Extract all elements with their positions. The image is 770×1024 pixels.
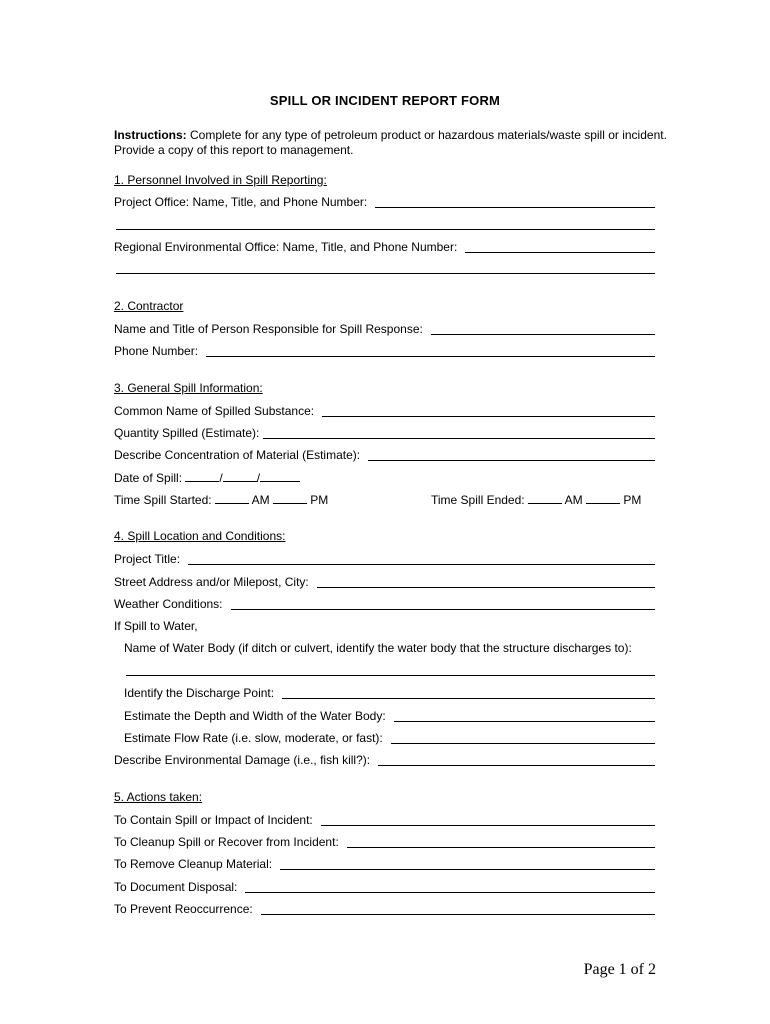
responsible-person-row	[114, 320, 655, 336]
date-label: Date of Spill:	[114, 471, 183, 485]
flow-rate-label: Estimate Flow Rate (i.e. slow, moderate, or fast):	[124, 731, 383, 745]
if-spill-to-water: If Spill to Water,	[114, 619, 198, 633]
quantity-field[interactable]	[263, 427, 655, 439]
regional-office-row	[114, 238, 655, 254]
remove-field[interactable]	[280, 858, 655, 870]
date-separator-1: /	[219, 471, 223, 485]
instructions	[114, 128, 674, 158]
section-2-heading: 2. Contractor	[114, 299, 184, 313]
project-office-label: Project Office: Name, Title, and Phone Number:	[114, 195, 368, 209]
quantity-label: Quantity Spilled (Estimate):	[114, 426, 260, 440]
water-body-field[interactable]	[126, 675, 655, 676]
section-4-heading: 4. Spill Location and Conditions:	[114, 529, 286, 543]
water-body-label: Name of Water Body (if ditch or culvert, identify the water body that the structure discharges to):	[124, 641, 632, 655]
project-office-row	[114, 193, 655, 209]
time-ended-pm-label: PM	[623, 493, 642, 507]
environmental-damage-label: Describe Environmental Damage (i.e., fish kill?):	[114, 753, 371, 767]
time-started-row	[114, 492, 328, 507]
depth-width-label: Estimate the Depth and Width of the Water Body:	[124, 709, 386, 723]
regional-office-field-line-2[interactable]	[116, 273, 655, 274]
section-1-heading: 1. Personnel Involved in Spill Reporting:	[114, 173, 327, 187]
discharge-point-label: Identify the Discharge Point:	[124, 686, 275, 700]
responsible-person-field[interactable]	[431, 323, 655, 335]
remove-row	[114, 855, 655, 871]
discharge-point-field[interactable]	[282, 687, 655, 699]
common-name-row	[114, 402, 655, 418]
common-name-field[interactable]	[322, 405, 655, 417]
document-row	[114, 878, 655, 894]
contractor-phone-field[interactable]	[206, 345, 655, 357]
depth-width-field[interactable]	[394, 710, 655, 722]
time-started-am-field[interactable]	[215, 492, 249, 504]
contain-row	[114, 811, 655, 827]
form-title: SPILL OR INCIDENT REPORT FORM	[269, 93, 501, 108]
contractor-phone-row	[114, 342, 655, 358]
concentration-label: Describe Concentration of Material (Estimate):	[114, 448, 361, 462]
concentration-row	[114, 446, 655, 462]
page-number: Page 1 of 2	[583, 961, 656, 978]
cleanup-row	[114, 833, 655, 849]
prevent-field[interactable]	[261, 903, 655, 915]
flow-rate-field[interactable]	[391, 732, 655, 744]
time-started-pm-label: PM	[310, 493, 329, 507]
regional-office-label: Regional Environmental Office: Name, Title, and Phone Number:	[114, 240, 458, 254]
time-ended-row	[431, 492, 641, 507]
environmental-damage-field[interactable]	[378, 754, 655, 766]
project-title-field[interactable]	[188, 553, 655, 565]
date-separator-2: /	[256, 471, 261, 485]
time-ended-label: Time Spill Ended:	[431, 493, 525, 507]
section-3-heading: 3. General Spill Information:	[114, 381, 263, 395]
weather-row	[114, 595, 655, 611]
cleanup-label: To Cleanup Spill or Recover from Incident:	[114, 835, 339, 849]
contain-label: To Contain Spill or Impact of Incident:	[114, 813, 313, 827]
depth-width-row	[124, 707, 655, 723]
date-year-field[interactable]	[260, 470, 300, 482]
section-5-heading: 5. Actions taken:	[114, 790, 203, 804]
time-started-pm-field[interactable]	[273, 492, 307, 504]
instructions-text: Complete for any type of petroleum product or hazardous materials/waste spill or incident. Provide a copy of this report to management.	[114, 128, 667, 157]
prevent-label: To Prevent Reoccurrence:	[114, 902, 253, 916]
time-ended-am-label: AM	[564, 493, 583, 507]
time-started-label: Time Spill Started:	[114, 493, 212, 507]
project-office-field[interactable]	[375, 196, 655, 208]
project-office-field-line-2[interactable]	[116, 229, 655, 230]
cleanup-field[interactable]	[347, 836, 655, 848]
concentration-field[interactable]	[368, 449, 655, 461]
instructions-label: Instructions:	[114, 128, 187, 142]
weather-label: Weather Conditions:	[114, 597, 223, 611]
quantity-row	[114, 424, 655, 440]
remove-label: To Remove Cleanup Material:	[114, 857, 273, 871]
date-month-field[interactable]	[185, 470, 219, 482]
flow-rate-row	[124, 729, 655, 745]
project-title-label: Project Title:	[114, 552, 181, 566]
address-label: Street Address and/or Milepost, City:	[114, 575, 309, 589]
document-field[interactable]	[245, 881, 655, 893]
time-ended-pm-field[interactable]	[586, 492, 620, 504]
document-label: To Document Disposal:	[114, 880, 238, 894]
project-title-row	[114, 550, 655, 566]
address-field[interactable]	[317, 576, 655, 588]
weather-field[interactable]	[231, 598, 655, 610]
common-name-label: Common Name of Spilled Substance:	[114, 404, 315, 418]
date-of-spill-row	[114, 470, 300, 485]
responsible-person-label: Name and Title of Person Responsible for Spill Response:	[114, 322, 423, 336]
contain-field[interactable]	[321, 814, 655, 826]
environmental-damage-row	[114, 751, 655, 767]
time-ended-am-field[interactable]	[528, 492, 562, 504]
regional-office-field[interactable]	[465, 241, 655, 253]
discharge-point-row	[124, 684, 655, 700]
address-row	[114, 573, 655, 589]
contractor-phone-label: Phone Number:	[114, 344, 199, 358]
prevent-row	[114, 900, 655, 916]
date-day-field[interactable]	[223, 470, 257, 482]
time-started-am-label: AM	[251, 493, 270, 507]
